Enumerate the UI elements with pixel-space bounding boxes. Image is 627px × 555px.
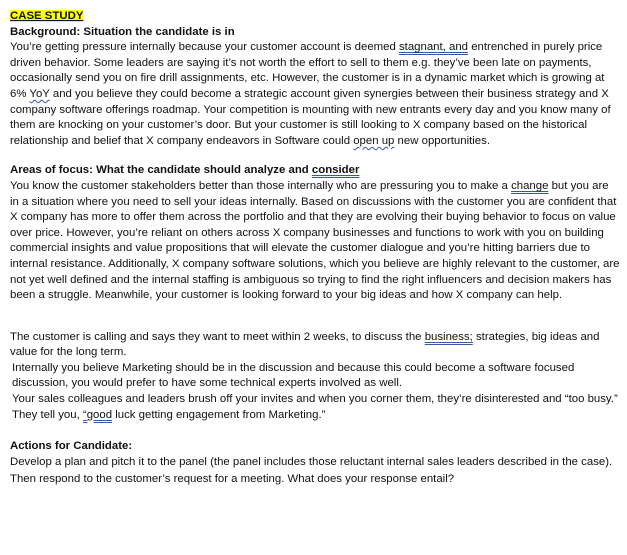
spellcheck-flag: “good [82, 408, 113, 421]
focus-heading: Areas of focus: What the candidate should analyze and consider [10, 164, 360, 177]
background-paragraph: You’re getting pressure internally because your customer account is deemed stagnant, and entrenched in purely price driven behavior. Some leaders are saying it’s not worth the effort to sell to them e.g. they’ve been late on payments, occasionally send you on fire drill assignments, etc. However, the customer is in a dynamic market which is growing at 6% YoY and you believe they could become a strategic account given synergies between their business strategy and X company software offerings roadmap. Your competition is mounting with new entrants every day and you know many of them are knocking on your customer’s door. But your customer is still looking to X company based on the historical relationship and belief that X company endeavors in Software could open up new opportunities. [10, 41, 611, 147]
spellcheck-flag: stagnant, and [398, 41, 469, 54]
spellcheck-flag: YoY [29, 87, 50, 100]
title-highlight: CASE STUDY [10, 10, 84, 22]
actions-heading: Actions for Candidate: [10, 440, 133, 453]
scenario-paragraph-3: Your sales colleagues and leaders brush off your invites and when you corner them, they’re disinterested and “too busy.” They tell you, “good luck getting engagement from Marketing.” [12, 393, 618, 421]
case-study-title [10, 9, 620, 25]
document-page [10, 9, 620, 488]
scenario-paragraph-2: Internally you believe Marketing should be in the discussion and because this could become a software focused discussion, you would prefer to have some technical experts involved as well. [12, 361, 575, 390]
focus-paragraph: You know the customer stakeholders better than those internally who are pressuring you to make a change but you are in a situation where you need to sell your ideas internally. Based on discussions with the customer you are confident that X company has more to offer them across the portfolio and that they are evolving their buying behavior to focus on value over price. However, you’re reliant on others across X company businesses and functions to work with you on building commercial insights and value propositions that will elevate the customer dialogue and you’re hitting barriers due to internal resistance. Additionally, X company software solutions, which you believe are highly relevant to the customer, are not yet well defined and the internal staffing is ambiguous so trying to find the right influencers and decision makers has been a struggle. Meanwhile, your customer is looking forward to your big ideas and how X company can help. [10, 179, 620, 302]
scenario-paragraph-1: The customer is calling and says they want to meet within 2 weeks, to discuss the business; strategies, big ideas and value for the long term. [10, 330, 600, 359]
action-item-1: Develop a plan and pitch it to the panel (the panel includes those reluctant internal sales leaders described in the case). [10, 455, 613, 468]
spellcheck-flag: business; [424, 330, 473, 343]
action-item-2: Then respond to the customer’s request for a meeting. What does your response entail? [10, 473, 455, 486]
spellcheck-flag: open up [353, 134, 395, 147]
spellcheck-flag: consider [311, 164, 360, 177]
spellcheck-flag: change [511, 179, 549, 192]
background-heading: Background: Situation the candidate is in [10, 25, 235, 38]
